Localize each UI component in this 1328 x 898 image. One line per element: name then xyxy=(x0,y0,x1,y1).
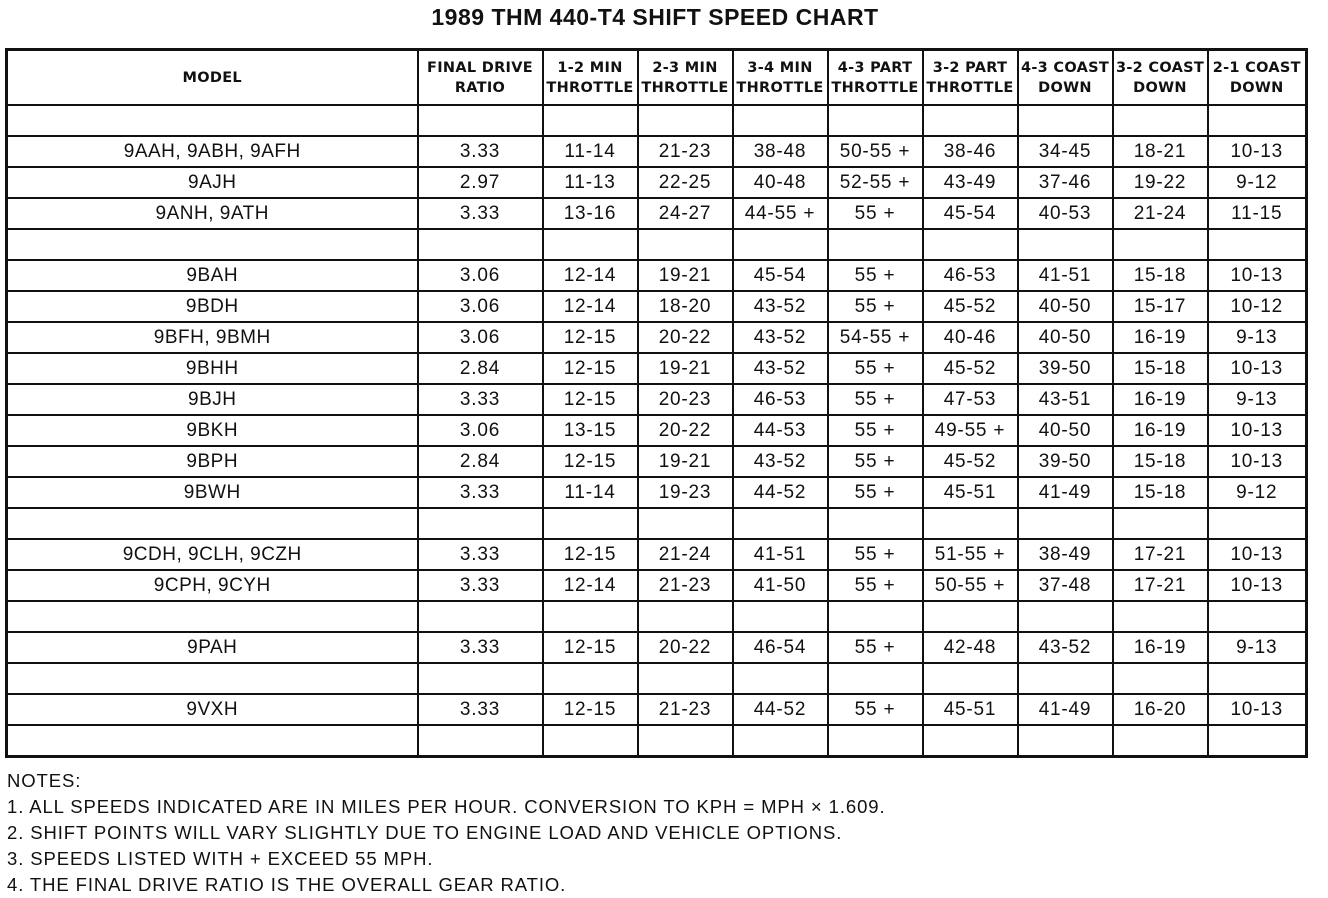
cell-4-3-coast-down: 37-48 xyxy=(1018,570,1113,601)
cell-final-drive-ratio xyxy=(418,105,543,136)
cell-3-2-coast-down xyxy=(1113,725,1208,757)
cell-3-2-coast-down xyxy=(1113,229,1208,260)
cell-3-2-coast-down: 17-21 xyxy=(1113,539,1208,570)
cell-3-4-min-throttle: 45-54 xyxy=(733,260,828,291)
cell-4-3-part-throttle xyxy=(828,601,923,632)
cell-1-2-min-throttle: 12-14 xyxy=(543,260,638,291)
cell-1-2-min-throttle xyxy=(543,508,638,539)
cell-3-2-coast-down: 15-17 xyxy=(1113,291,1208,322)
cell-3-2-part-throttle: 45-51 xyxy=(923,694,1018,725)
table-row xyxy=(7,570,1307,601)
column-header-line: THROTTLE xyxy=(641,79,729,96)
cell-2-3-min-throttle xyxy=(638,508,733,539)
cell-final-drive-ratio: 3.33 xyxy=(418,136,543,167)
cell-3-2-part-throttle xyxy=(923,508,1018,539)
column-header-line: THROTTLE xyxy=(831,79,919,96)
cell-2-1-coast-down xyxy=(1208,601,1307,632)
cell-model: 9BHH xyxy=(7,353,418,384)
cell-3-2-coast-down: 15-18 xyxy=(1113,477,1208,508)
cell-2-1-coast-down: 10-13 xyxy=(1208,446,1307,477)
cell-3-2-part-throttle: 40-46 xyxy=(923,322,1018,353)
cell-model: 9BWH xyxy=(7,477,418,508)
column-header-4-3-coast-down xyxy=(1018,50,1113,106)
cell-3-4-min-throttle xyxy=(733,663,828,694)
chart-title: 1989 THM 440-T4 SHIFT SPEED CHART xyxy=(431,4,879,30)
cell-4-3-coast-down: 40-53 xyxy=(1018,198,1113,229)
cell-model xyxy=(7,229,418,260)
spacer-row xyxy=(7,663,1307,694)
cell-3-2-part-throttle: 45-51 xyxy=(923,477,1018,508)
cell-4-3-part-throttle: 52-55 + xyxy=(828,167,923,198)
cell-3-2-part-throttle: 42-48 xyxy=(923,632,1018,663)
cell-3-2-part-throttle: 45-52 xyxy=(923,446,1018,477)
cell-2-1-coast-down: 10-13 xyxy=(1208,694,1307,725)
cell-4-3-coast-down xyxy=(1018,601,1113,632)
cell-3-4-min-throttle xyxy=(733,601,828,632)
table-row xyxy=(7,477,1307,508)
cell-4-3-part-throttle: 55 + xyxy=(828,353,923,384)
cell-4-3-coast-down: 43-51 xyxy=(1018,384,1113,415)
spacer-row xyxy=(7,229,1307,260)
cell-2-3-min-throttle: 19-21 xyxy=(638,446,733,477)
cell-3-2-coast-down: 16-19 xyxy=(1113,415,1208,446)
cell-3-2-coast-down: 18-21 xyxy=(1113,136,1208,167)
cell-1-2-min-throttle: 12-15 xyxy=(543,384,638,415)
cell-4-3-part-throttle: 55 + xyxy=(828,415,923,446)
cell-2-3-min-throttle: 20-22 xyxy=(638,322,733,353)
table-row xyxy=(7,415,1307,446)
cell-4-3-part-throttle: 55 + xyxy=(828,477,923,508)
cell-model xyxy=(7,725,418,757)
cell-1-2-min-throttle xyxy=(543,601,638,632)
cell-2-3-min-throttle: 21-23 xyxy=(638,570,733,601)
cell-model: 9AJH xyxy=(7,167,418,198)
cell-2-3-min-throttle xyxy=(638,663,733,694)
cell-4-3-coast-down: 41-49 xyxy=(1018,477,1113,508)
cell-final-drive-ratio: 3.33 xyxy=(418,477,543,508)
table-row xyxy=(7,260,1307,291)
cell-2-1-coast-down: 10-13 xyxy=(1208,260,1307,291)
cell-3-2-part-throttle xyxy=(923,105,1018,136)
cell-final-drive-ratio: 3.06 xyxy=(418,260,543,291)
table-row xyxy=(7,632,1307,663)
column-header-final-drive-ratio xyxy=(418,50,543,106)
cell-2-1-coast-down: 10-13 xyxy=(1208,539,1307,570)
column-header-2-3-min-throttle xyxy=(638,50,733,106)
cell-2-3-min-throttle: 19-21 xyxy=(638,353,733,384)
table-row xyxy=(7,167,1307,198)
cell-3-4-min-throttle: 44-53 xyxy=(733,415,828,446)
cell-final-drive-ratio xyxy=(418,601,543,632)
cell-3-4-min-throttle: 43-52 xyxy=(733,353,828,384)
column-header-line: DOWN xyxy=(1038,79,1092,96)
cell-4-3-coast-down: 40-50 xyxy=(1018,415,1113,446)
cell-3-2-part-throttle: 50-55 + xyxy=(923,570,1018,601)
cell-2-3-min-throttle: 22-25 xyxy=(638,167,733,198)
cell-3-2-part-throttle xyxy=(923,229,1018,260)
column-header-line: MODEL xyxy=(182,69,242,86)
cell-3-2-part-throttle: 51-55 + xyxy=(923,539,1018,570)
cell-2-1-coast-down: 10-13 xyxy=(1208,570,1307,601)
cell-1-2-min-throttle xyxy=(543,105,638,136)
cell-3-2-coast-down: 16-19 xyxy=(1113,384,1208,415)
cell-3-2-coast-down xyxy=(1113,601,1208,632)
cell-4-3-part-throttle: 55 + xyxy=(828,632,923,663)
cell-model: 9CPH, 9CYH xyxy=(7,570,418,601)
note-2: 2. SHIFT POINTS WILL VARY SLIGHTLY DUE TO ENGINE LOAD AND VEHICLE OPTIONS. xyxy=(7,822,843,843)
cell-2-3-min-throttle: 20-22 xyxy=(638,632,733,663)
cell-1-2-min-throttle: 12-15 xyxy=(543,446,638,477)
cell-3-4-min-throttle: 43-52 xyxy=(733,322,828,353)
cell-1-2-min-throttle: 11-14 xyxy=(543,136,638,167)
cell-3-2-part-throttle: 45-52 xyxy=(923,291,1018,322)
table-header-row xyxy=(7,50,1307,106)
column-header-line: 3-2 PART xyxy=(932,59,1008,76)
column-header-line: THROTTLE xyxy=(926,79,1014,96)
cell-1-2-min-throttle xyxy=(543,725,638,757)
column-header-line: THROTTLE xyxy=(736,79,824,96)
cell-4-3-part-throttle: 55 + xyxy=(828,384,923,415)
cell-2-3-min-throttle: 21-23 xyxy=(638,694,733,725)
cell-2-1-coast-down: 9-13 xyxy=(1208,384,1307,415)
cell-2-1-coast-down: 10-12 xyxy=(1208,291,1307,322)
cell-3-2-coast-down: 15-18 xyxy=(1113,260,1208,291)
cell-1-2-min-throttle: 13-16 xyxy=(543,198,638,229)
cell-final-drive-ratio xyxy=(418,725,543,757)
cell-final-drive-ratio: 3.33 xyxy=(418,632,543,663)
cell-3-4-min-throttle: 44-52 xyxy=(733,694,828,725)
cell-final-drive-ratio: 3.06 xyxy=(418,415,543,446)
cell-final-drive-ratio: 3.33 xyxy=(418,570,543,601)
note-3: 3. SPEEDS LISTED WITH + EXCEED 55 MPH. xyxy=(7,848,434,869)
cell-4-3-part-throttle xyxy=(828,105,923,136)
cell-3-2-part-throttle: 45-52 xyxy=(923,353,1018,384)
column-header-line: 3-4 MIN xyxy=(747,59,813,76)
cell-4-3-part-throttle: 55 + xyxy=(828,570,923,601)
cell-final-drive-ratio: 2.84 xyxy=(418,446,543,477)
cell-1-2-min-throttle: 12-14 xyxy=(543,570,638,601)
cell-1-2-min-throttle: 12-15 xyxy=(543,632,638,663)
cell-final-drive-ratio: 3.06 xyxy=(418,322,543,353)
cell-4-3-part-throttle: 55 + xyxy=(828,694,923,725)
cell-1-2-min-throttle: 12-15 xyxy=(543,322,638,353)
cell-3-2-coast-down: 21-24 xyxy=(1113,198,1208,229)
cell-3-2-coast-down xyxy=(1113,663,1208,694)
cell-3-2-coast-down: 17-21 xyxy=(1113,570,1208,601)
cell-2-3-min-throttle: 18-20 xyxy=(638,291,733,322)
cell-3-2-part-throttle: 47-53 xyxy=(923,384,1018,415)
cell-3-4-min-throttle xyxy=(733,725,828,757)
cell-3-2-part-throttle: 49-55 + xyxy=(923,415,1018,446)
column-header-line: FINAL DRIVE xyxy=(427,59,533,76)
cell-final-drive-ratio: 2.84 xyxy=(418,353,543,384)
cell-4-3-coast-down: 40-50 xyxy=(1018,291,1113,322)
cell-final-drive-ratio: 3.33 xyxy=(418,384,543,415)
column-header-line: 2-3 MIN xyxy=(652,59,718,76)
cell-1-2-min-throttle: 12-15 xyxy=(543,539,638,570)
cell-3-4-min-throttle xyxy=(733,105,828,136)
cell-model: 9CDH, 9CLH, 9CZH xyxy=(7,539,418,570)
cell-final-drive-ratio: 3.33 xyxy=(418,198,543,229)
cell-3-2-coast-down xyxy=(1113,105,1208,136)
cell-4-3-part-throttle xyxy=(828,229,923,260)
notes-section xyxy=(7,768,886,898)
cell-2-1-coast-down: 9-12 xyxy=(1208,477,1307,508)
cell-3-4-min-throttle: 38-48 xyxy=(733,136,828,167)
cell-3-4-min-throttle: 40-48 xyxy=(733,167,828,198)
cell-4-3-coast-down xyxy=(1018,229,1113,260)
cell-3-2-part-throttle xyxy=(923,725,1018,757)
cell-4-3-coast-down: 43-52 xyxy=(1018,632,1113,663)
cell-4-3-part-throttle: 50-55 + xyxy=(828,136,923,167)
notes-heading: NOTES: xyxy=(7,770,82,791)
cell-4-3-part-throttle xyxy=(828,508,923,539)
cell-final-drive-ratio: 2.97 xyxy=(418,167,543,198)
table-row xyxy=(7,322,1307,353)
cell-2-3-min-throttle: 19-21 xyxy=(638,260,733,291)
cell-3-4-min-throttle xyxy=(733,508,828,539)
cell-3-4-min-throttle: 41-50 xyxy=(733,570,828,601)
cell-3-4-min-throttle: 44-55 + xyxy=(733,198,828,229)
cell-4-3-part-throttle xyxy=(828,725,923,757)
cell-3-2-part-throttle: 43-49 xyxy=(923,167,1018,198)
cell-4-3-coast-down: 39-50 xyxy=(1018,446,1113,477)
cell-model: 9BJH xyxy=(7,384,418,415)
cell-2-3-min-throttle xyxy=(638,725,733,757)
table-row xyxy=(7,694,1307,725)
cell-2-1-coast-down xyxy=(1208,105,1307,136)
note-1: 1. ALL SPEEDS INDICATED ARE IN MILES PER HOUR. CONVERSION TO KPH = MPH × 1.609. xyxy=(7,796,886,817)
cell-model: 9BFH, 9BMH xyxy=(7,322,418,353)
cell-3-4-min-throttle: 43-52 xyxy=(733,446,828,477)
cell-3-2-part-throttle: 38-46 xyxy=(923,136,1018,167)
cell-2-3-min-throttle: 24-27 xyxy=(638,198,733,229)
cell-2-1-coast-down: 10-13 xyxy=(1208,353,1307,384)
column-header-3-4-min-throttle xyxy=(733,50,828,106)
cell-3-4-min-throttle: 46-53 xyxy=(733,384,828,415)
cell-4-3-coast-down xyxy=(1018,725,1113,757)
cell-1-2-min-throttle: 12-14 xyxy=(543,291,638,322)
cell-4-3-coast-down: 38-49 xyxy=(1018,539,1113,570)
table-row xyxy=(7,136,1307,167)
column-header-3-2-part-throttle xyxy=(923,50,1018,106)
cell-4-3-coast-down: 34-45 xyxy=(1018,136,1113,167)
spacer-row xyxy=(7,105,1307,136)
cell-2-1-coast-down xyxy=(1208,508,1307,539)
cell-2-3-min-throttle: 21-24 xyxy=(638,539,733,570)
cell-2-3-min-throttle: 21-23 xyxy=(638,136,733,167)
table-body xyxy=(7,105,1307,757)
cell-2-3-min-throttle: 19-23 xyxy=(638,477,733,508)
table-row xyxy=(7,198,1307,229)
cell-3-2-part-throttle: 45-54 xyxy=(923,198,1018,229)
cell-model xyxy=(7,508,418,539)
cell-4-3-part-throttle: 54-55 + xyxy=(828,322,923,353)
cell-2-1-coast-down: 9-13 xyxy=(1208,322,1307,353)
spacer-row xyxy=(7,508,1307,539)
cell-model xyxy=(7,601,418,632)
cell-4-3-part-throttle: 55 + xyxy=(828,446,923,477)
cell-2-1-coast-down: 9-13 xyxy=(1208,632,1307,663)
table-row xyxy=(7,353,1307,384)
cell-model: 9BAH xyxy=(7,260,418,291)
cell-4-3-coast-down: 37-46 xyxy=(1018,167,1113,198)
cell-2-1-coast-down: 10-13 xyxy=(1208,136,1307,167)
cell-2-1-coast-down: 11-15 xyxy=(1208,198,1307,229)
cell-3-2-coast-down: 16-19 xyxy=(1113,632,1208,663)
cell-2-3-min-throttle xyxy=(638,229,733,260)
cell-3-4-min-throttle: 43-52 xyxy=(733,291,828,322)
cell-model: 9BKH xyxy=(7,415,418,446)
cell-3-2-coast-down: 16-19 xyxy=(1113,322,1208,353)
cell-2-3-min-throttle xyxy=(638,105,733,136)
column-header-line: DOWN xyxy=(1229,79,1284,96)
spacer-row xyxy=(7,601,1307,632)
column-header-4-3-part-throttle xyxy=(828,50,923,106)
cell-1-2-min-throttle: 12-15 xyxy=(543,353,638,384)
cell-2-3-min-throttle: 20-23 xyxy=(638,384,733,415)
column-header-line: 4-3 PART xyxy=(837,59,913,76)
cell-2-1-coast-down: 9-12 xyxy=(1208,167,1307,198)
cell-1-2-min-throttle xyxy=(543,229,638,260)
cell-2-1-coast-down xyxy=(1208,663,1307,694)
cell-3-2-coast-down: 16-20 xyxy=(1113,694,1208,725)
cell-2-3-min-throttle xyxy=(638,601,733,632)
cell-3-4-min-throttle: 41-51 xyxy=(733,539,828,570)
cell-3-2-part-throttle: 46-53 xyxy=(923,260,1018,291)
column-header-1-2-min-throttle xyxy=(543,50,638,106)
cell-4-3-part-throttle xyxy=(828,663,923,694)
cell-3-2-coast-down: 15-18 xyxy=(1113,353,1208,384)
cell-final-drive-ratio xyxy=(418,663,543,694)
column-header-line: 2-1 COAST xyxy=(1212,59,1301,76)
column-header-line: DOWN xyxy=(1133,79,1187,96)
column-header-line: 4-3 COAST xyxy=(1020,59,1110,76)
cell-2-1-coast-down: 10-13 xyxy=(1208,415,1307,446)
cell-model: 9BPH xyxy=(7,446,418,477)
shift-speed-table xyxy=(5,48,1308,758)
cell-final-drive-ratio xyxy=(418,229,543,260)
column-header-3-2-coast-down xyxy=(1113,50,1208,106)
cell-3-2-coast-down: 15-18 xyxy=(1113,446,1208,477)
cell-1-2-min-throttle xyxy=(543,663,638,694)
table-row xyxy=(7,384,1307,415)
cell-4-3-coast-down: 39-50 xyxy=(1018,353,1113,384)
column-header-line: RATIO xyxy=(454,79,506,96)
table-row xyxy=(7,291,1307,322)
cell-1-2-min-throttle: 11-13 xyxy=(543,167,638,198)
cell-final-drive-ratio: 3.33 xyxy=(418,694,543,725)
cell-2-1-coast-down xyxy=(1208,725,1307,757)
cell-1-2-min-throttle: 11-14 xyxy=(543,477,638,508)
cell-3-2-part-throttle xyxy=(923,601,1018,632)
cell-model: 9AAH, 9ABH, 9AFH xyxy=(7,136,418,167)
cell-1-2-min-throttle: 13-15 xyxy=(543,415,638,446)
cell-4-3-coast-down: 41-51 xyxy=(1018,260,1113,291)
cell-2-3-min-throttle: 20-22 xyxy=(638,415,733,446)
note-4: 4. THE FINAL DRIVE RATIO IS THE OVERALL GEAR RATIO. xyxy=(7,874,567,895)
column-header-line: 3-2 COAST xyxy=(1115,59,1205,76)
cell-model: 9BDH xyxy=(7,291,418,322)
column-header-model xyxy=(7,50,418,106)
cell-model xyxy=(7,663,418,694)
cell-4-3-coast-down xyxy=(1018,663,1113,694)
cell-model: 9ANH, 9ATH xyxy=(7,198,418,229)
table-row xyxy=(7,446,1307,477)
cell-4-3-part-throttle: 55 + xyxy=(828,539,923,570)
cell-3-4-min-throttle xyxy=(733,229,828,260)
cell-final-drive-ratio: 3.06 xyxy=(418,291,543,322)
cell-4-3-coast-down xyxy=(1018,508,1113,539)
cell-3-2-coast-down xyxy=(1113,508,1208,539)
cell-model xyxy=(7,105,418,136)
cell-4-3-part-throttle: 55 + xyxy=(828,291,923,322)
cell-2-1-coast-down xyxy=(1208,229,1307,260)
cell-4-3-coast-down: 41-49 xyxy=(1018,694,1113,725)
cell-final-drive-ratio xyxy=(418,508,543,539)
cell-4-3-part-throttle: 55 + xyxy=(828,260,923,291)
column-header-2-1-coast-down xyxy=(1208,50,1307,106)
cell-3-2-coast-down: 19-22 xyxy=(1113,167,1208,198)
cell-final-drive-ratio: 3.33 xyxy=(418,539,543,570)
cell-4-3-part-throttle: 55 + xyxy=(828,198,923,229)
column-header-line: 1-2 MIN xyxy=(557,59,623,76)
column-header-line: THROTTLE xyxy=(546,79,634,96)
spacer-row xyxy=(7,725,1307,757)
cell-model: 9PAH xyxy=(7,632,418,663)
cell-4-3-coast-down xyxy=(1018,105,1113,136)
cell-3-4-min-throttle: 46-54 xyxy=(733,632,828,663)
cell-3-4-min-throttle: 44-52 xyxy=(733,477,828,508)
cell-model: 9VXH xyxy=(7,694,418,725)
cell-3-2-part-throttle xyxy=(923,663,1018,694)
cell-1-2-min-throttle: 12-15 xyxy=(543,694,638,725)
cell-4-3-coast-down: 40-50 xyxy=(1018,322,1113,353)
table-row xyxy=(7,539,1307,570)
